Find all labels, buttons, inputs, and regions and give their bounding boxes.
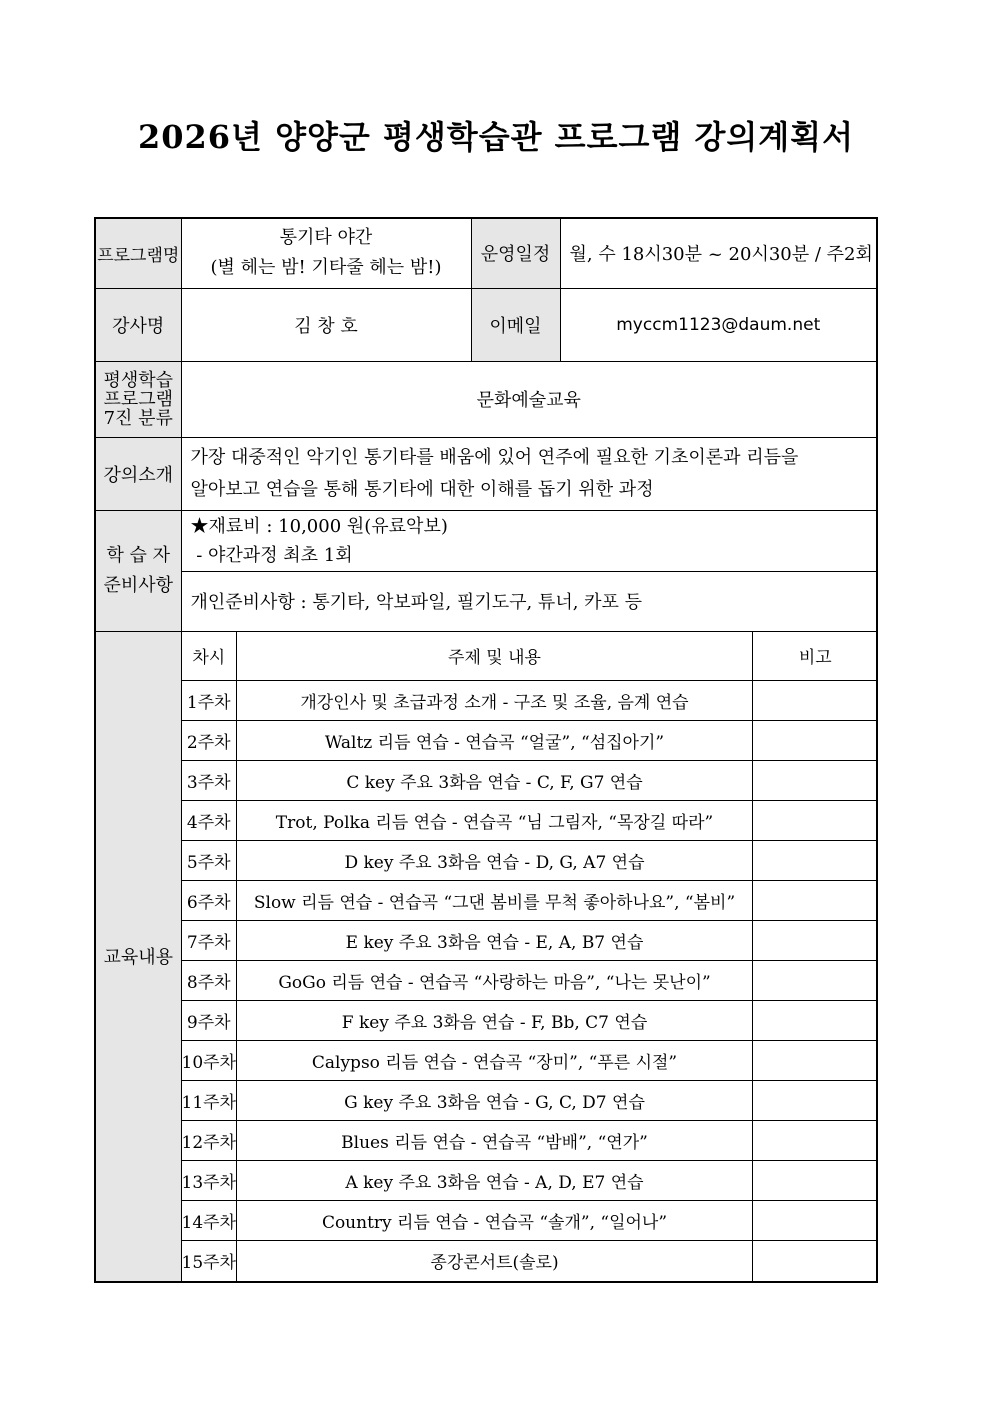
curriculum-header-row <box>182 632 878 681</box>
note-cell <box>753 921 878 961</box>
topic-cell: 개강인사 및 초급과정 소개 - 구조 및 조율, 음계 연습 <box>237 681 753 721</box>
topic-cell: GoGo 리듬 연습 - 연습곡 “사랑하는 마음”, “나는 못난이” <box>237 961 753 1001</box>
session-cell: 10주차 <box>182 1041 237 1081</box>
note-cell <box>753 1241 878 1281</box>
topic-cell: A key 주요 3화음 연습 - A, D, E7 연습 <box>237 1161 753 1201</box>
table-row <box>182 721 878 761</box>
program-label: 프로그램명 <box>95 218 181 288</box>
session-cell: 9주차 <box>182 1001 237 1041</box>
intro-row <box>95 437 877 510</box>
lecture-plan-table <box>94 217 878 1283</box>
preparation-fee <box>181 510 877 571</box>
table-row <box>182 1121 878 1161</box>
topic-cell: F key 주요 3화음 연습 - F, Bb, C7 연습 <box>237 1001 753 1041</box>
instructor-label: 강사명 <box>95 288 181 361</box>
instructor-row <box>95 288 877 361</box>
table-row <box>182 801 878 841</box>
table-row <box>182 1081 878 1121</box>
intro-line1: 가장 대중적인 악기인 통기타를 배움에 있어 연주에 필요한 기초이론과 리듬을 <box>190 446 799 468</box>
page-title: 2026년 양양군 평생학습관 프로그램 강의계획서 <box>137 118 855 156</box>
topic-cell: Waltz 리듬 연습 - 연습곡 “얼굴”, “섬집아기” <box>237 721 753 761</box>
table-row <box>182 841 878 881</box>
note-cell <box>753 1121 878 1161</box>
note-cell <box>753 721 878 761</box>
session-cell: 6주차 <box>182 881 237 921</box>
preparation-label-line1: 학 습 자 <box>106 544 171 566</box>
preparation-label-line2: 준비사항 <box>103 574 174 596</box>
curriculum-cell <box>181 631 877 1282</box>
email-label: 이메일 <box>471 288 560 361</box>
note-cell <box>753 761 878 801</box>
session-cell: 11주차 <box>182 1081 237 1121</box>
curriculum-label: 교육내용 <box>95 631 181 1282</box>
program-row <box>95 218 877 288</box>
topic-cell: Slow 리듬 연습 - 연습곡 “그댄 봄비를 무척 좋아하나요”, “봄비” <box>237 881 753 921</box>
topic-cell: E key 주요 3화음 연습 - E, A, B7 연습 <box>237 921 753 961</box>
preparation-fee-row <box>95 510 877 571</box>
preparation-label <box>95 510 181 631</box>
category-label-line1: 평생학습 <box>103 369 174 391</box>
topic-cell: C key 주요 3화음 연습 - C, F, G7 연습 <box>237 761 753 801</box>
note-cell <box>753 881 878 921</box>
intro-line2: 알아보고 연습을 통해 통기타에 대한 이해를 돕기 위한 과정 <box>190 478 654 500</box>
header-note: 비고 <box>753 632 878 681</box>
session-cell: 8주차 <box>182 961 237 1001</box>
header-topic: 주제 및 내용 <box>237 632 753 681</box>
topic-cell: Calypso 리듬 연습 - 연습곡 “장미”, “푸른 시절” <box>237 1041 753 1081</box>
session-cell: 2주차 <box>182 721 237 761</box>
note-cell <box>753 841 878 881</box>
category-value: 문화예술교육 <box>181 361 877 437</box>
topic-cell: G key 주요 3화음 연습 - G, C, D7 연습 <box>237 1081 753 1121</box>
header-session: 차시 <box>182 632 237 681</box>
table-row <box>182 1041 878 1081</box>
note-cell <box>753 1201 878 1241</box>
intro-label: 강의소개 <box>95 437 181 510</box>
session-cell: 13주차 <box>182 1161 237 1201</box>
session-cell: 4주차 <box>182 801 237 841</box>
intro-text <box>181 437 877 510</box>
category-label-line3: 7진 분류 <box>103 407 173 429</box>
note-cell <box>753 1161 878 1201</box>
note-cell <box>753 1081 878 1121</box>
category-label-line2: 프로그램 <box>103 388 174 410</box>
session-cell: 5주차 <box>182 841 237 881</box>
table-row <box>182 1161 878 1201</box>
category-label <box>95 361 181 437</box>
table-row <box>182 681 878 721</box>
curriculum-table <box>182 632 878 1281</box>
preparation-fee-line1: ★재료비 : 10,000 원(유료악보) <box>190 515 448 537</box>
preparation-fee-line2: - 야간과정 최초 1회 <box>190 544 353 566</box>
table-row <box>182 881 878 921</box>
session-cell: 15주차 <box>182 1241 237 1281</box>
table-row <box>182 1001 878 1041</box>
preparation-personal-row <box>95 571 877 631</box>
email-value: myccm1123@daum.net <box>560 288 877 361</box>
instructor-name: 김 창 호 <box>181 288 471 361</box>
table-row <box>182 761 878 801</box>
table-row <box>182 921 878 961</box>
curriculum-row <box>95 631 877 1282</box>
session-cell: 14주차 <box>182 1201 237 1241</box>
session-cell: 3주차 <box>182 761 237 801</box>
topic-cell: 종강콘서트(솔로) <box>430 1253 559 1274</box>
session-cell: 1주차 <box>182 681 237 721</box>
topic-cell: Trot, Polka 리듬 연습 - 연습곡 “님 그림자, “목장길 따라” <box>237 801 753 841</box>
session-cell: 7주차 <box>182 921 237 961</box>
preparation-personal: 개인준비사항 : 통기타, 악보파일, 필기도구, 튜너, 카포 등 <box>181 571 877 631</box>
program-name-line1: 통기타 야간 <box>279 227 373 249</box>
topic-cell: Blues 리듬 연습 - 연습곡 “밤배”, “연가” <box>237 1121 753 1161</box>
schedule-value: 월, 수 18시30분 ~ 20시30분 / 주2회 <box>560 218 877 288</box>
note-cell <box>753 1041 878 1081</box>
note-cell <box>753 681 878 721</box>
program-name <box>181 218 471 288</box>
category-row <box>95 361 877 437</box>
note-cell <box>753 801 878 841</box>
topic-cell: D key 주요 3화음 연습 - D, G, A7 연습 <box>237 841 753 881</box>
table-row <box>182 1201 878 1241</box>
schedule-label: 운영일정 <box>471 218 560 288</box>
program-name-line2: (별 헤는 밤! 기타줄 헤는 밤!) <box>210 257 442 279</box>
session-cell: 12주차 <box>182 1121 237 1161</box>
table-row <box>182 961 878 1001</box>
topic-cell: Country 리듬 연습 - 연습곡 “솔개”, “일어나” <box>237 1201 753 1241</box>
note-cell <box>753 1001 878 1041</box>
note-cell <box>753 961 878 1001</box>
table-row <box>182 1241 878 1281</box>
